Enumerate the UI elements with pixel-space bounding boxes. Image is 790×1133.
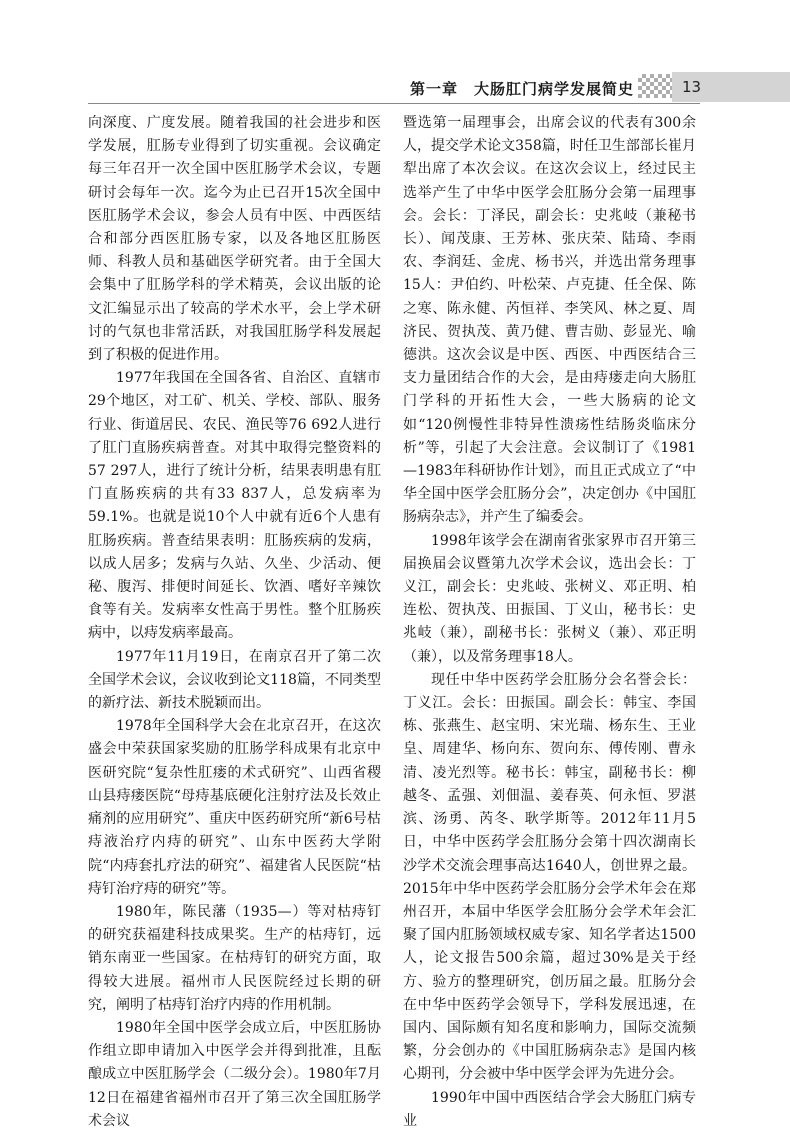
left-text-column (88, 112, 381, 1133)
paragraph: 1980年全国中医学会成立后，中医肛肠协作组立即申请加入中医学会并得到批准，且酝酿成立中医肛肠学会（二级分会）。1980年7月12日在福建省福州市召开了第三次全国肛肠学术会议 (88, 1019, 381, 1129)
paragraph: 1980年，陈民藩（1935—）等对枯痔钉的研究获福建科技成果奖。生产的枯痔钉，远销东南亚一些国家。在枯痔钉的研究方面，取得较大进展。福州市人民医院经过长期的研究，阐明了枯痔钉治疗内痔的作用机制。 (88, 903, 381, 1013)
paragraph: 现任中华中医药学会肛肠分会名誉会长：丁义江。会长：田振国。副会长：韩宝、李国栋、张燕生、赵宝明、宋光瑞、杨东生、王业皇、周建华、杨向东、贺向东、傅传刚、曹永清、凌光烈等。秘书长：韩宝，副秘书长：柳越冬、孟强、刘佃温、姜春英、何永恒、罗湛滨、汤勇、芮冬、耿学斯等。2012年11月5日，中华中医药学会肛肠分会第十四次湖南长沙学术交流会理事高达1640人，创世界之最。2015年中华中医药学会肛肠分会学术年会在郑州召开，本届中华医学会肛肠分会学术年会汇聚了国内肛肠领域权威专家、知名学者达1500人，论文报告500余篇，超过30%是关于经方、验方的整理研究，创历届之最。肛肠分会在中华中医药学会领导下，学科发展迅速，在国内、国际颇有知名度和影响力，国际交流频繁，分会创办的《中国肛肠病杂志》是国内核心期刊，分会被中华中医学会评为先进分会。 (403, 671, 696, 1083)
checker-pattern-decoration (638, 74, 672, 98)
paragraph: 1977年11月19日，在南京召开了第二次全国学术会议，会议收到论文118篇，不同类型的新疗法、新技术脱颖而出。 (88, 648, 381, 712)
paragraph: 1977年我国在全国各省、自治区、直辖市29个地区，对工矿、机关、学校、部队、服务行业、街道居民、农民、渔民等76 692人进行了肛门直肠疾病普查。对其中取得完整资料的57 297人，进行了统计分析，结果表明患有肛门直肠疾病的共有33 837人，总发病率为59.1%。也就是说10个人中就有近6个人患有肛肠疾病。普查结果表明：肛肠疾病的发病，以成人居多；发病与久站、久坐、少活动、便秘、腹泻、排便时间延长、饮酒、嗜好辛辣饮食等有关。发病率女性高于男性。整个肛肠疾病中，以痔发病率最高。 (88, 370, 381, 642)
paragraph: 1978年全国科学大会在北京召开，在这次盛会中荣获国家奖励的肛肠学科成果有北京中医研究院“复杂性肛瘘的术式研究”、山西省稷山县痔瘘医院“母痔基底硬化注射疗法及长效止痛剂的应用研究”、重庆中医药研究所“新6号枯痔液治疗内痔的研究”、山东中医药大学附院“内痔套扎疗法的研究”、福建省人民医院“枯痔钉治疗痔的研究”等。 (88, 718, 381, 897)
page-number: 13 (682, 78, 702, 96)
header-rule (88, 103, 700, 104)
page-number-box (672, 72, 790, 102)
paragraph: 1998年该学会在湖南省张家界市召开第三届换届会议暨第九次学术会议，选出会长：丁义江，副会长：史兆岐、张树义、邓正明、柏连松、贺执茂、田振国、丁义山，秘书长：史兆岐（兼），副秘书长：张树义（兼）、邓正明（兼），以及常务理事18人。 (403, 532, 696, 665)
paragraph: 1990年中国中西医结合学会大肠肛门病专业 (403, 1089, 696, 1129)
paragraph: 向深度、广度发展。随着我国的社会进步和医学发展，肛肠专业得到了切实重视。会议确定每三年召开一次全国中医肛肠学术会议，专题研讨会每年一次。迄今为止已召开15次全国中医肛肠学术会议，参会人员有中医、中西医结合和部分西医肛肠专家，以及各地区肛肠医师、科教人员和基础医学研究者。由于全国大会集中了肛肠学科的学术精英，会议出版的论文汇编显示出了较高的学术水平，会上学术研讨的气氛也非常活跃，对我国肛肠学科发展起到了积极的促进作用。 (88, 115, 381, 364)
right-text-column (403, 112, 696, 1133)
running-header (0, 72, 790, 108)
paragraph: 暨选第一届理事会，出席会议的代表有300余人，提交学术论文358篇，时任卫生部部长崔月犁出席了本次会议。在这次会议上，经过民主选举产生了中华中医学会肛肠分会第一届理事会。会长：丁泽民，副会长：史兆岐（兼秘书长）、闻茂康、王芳林、张庆荣、陆琦、李雨农、李润廷、金虎、杨书兴，并选出常务理事15人：尹伯约、叶松荣、卢克捷、任全保、陈之寒、陈永健、芮恒祥、李笑风、林之夏、周济民、贺执茂、黄乃健、曹吉勋、彭显光、喻德洪。这次会议是中医、西医、中西医结合三支力量团结合作的大会，是由痔瘘走向大肠肛门学科的开拓性大会，一些大肠病的论文如“120例慢性非特异性溃疡性结肠炎临床分析”等，引起了大会注意。会议制订了《1981—1983年科研协作计划》，而且正式成立了“中华全国中医学会肛肠分会”，决定创办《中国肛肠病杂志》，并产生了编委会。 (403, 115, 696, 526)
chapter-title: 第一章 大肠肛门病学发展简史 (409, 80, 634, 98)
